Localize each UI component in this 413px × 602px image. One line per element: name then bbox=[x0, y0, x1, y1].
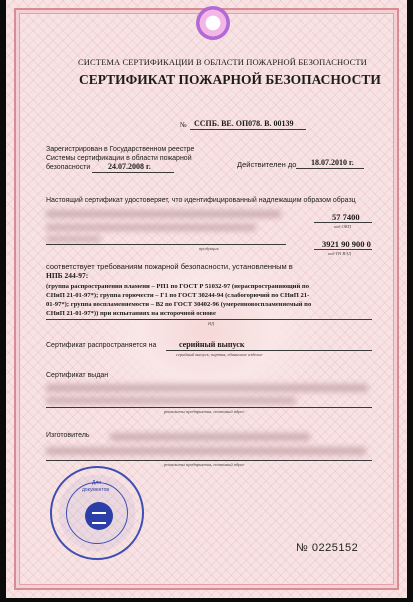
compliance-underline bbox=[46, 319, 372, 320]
certificate-title: СЕРТИФИКАТ ПОЖАРНОЙ БЕЗОПАСНОСТИ bbox=[79, 72, 381, 87]
nd-caption: НД bbox=[208, 321, 215, 326]
tnved-caption: код ТН ВЭД bbox=[328, 251, 351, 256]
scope-label: Сертификат распространяется на bbox=[46, 342, 157, 349]
tnved-underline bbox=[314, 249, 372, 250]
certificate-sheet bbox=[6, 0, 407, 598]
compliance-detail-3: 01-97*); группа воспламеняемости – В2 по ГОСТ 30402-96 (умеренновоспламеняемый по bbox=[46, 301, 312, 308]
okp-caption: код ОКП bbox=[334, 224, 352, 229]
certification-emblem-icon bbox=[196, 6, 230, 40]
redacted-manufacturer-line-2 bbox=[46, 447, 366, 455]
stamp-text-2: документов bbox=[82, 487, 110, 493]
registration-date-underline bbox=[92, 172, 174, 173]
product-underline bbox=[46, 244, 286, 245]
redacted-product-line-3 bbox=[46, 236, 101, 242]
issued-label: Сертификат выдан bbox=[46, 372, 109, 379]
valid-until-date: 18.07.2010 г. bbox=[311, 158, 354, 167]
scope-underline bbox=[166, 350, 372, 351]
certificate-number: ССПБ. BE. ОП078. В. 00139 bbox=[194, 119, 294, 128]
valid-date-underline bbox=[296, 168, 364, 169]
okp-code: 57 7400 bbox=[332, 212, 360, 222]
tnved-code: 3921 90 900 0 bbox=[322, 239, 371, 249]
serial-number: № 0225152 bbox=[296, 542, 359, 554]
number-underline bbox=[190, 129, 306, 130]
compliance-detail-1: (группа распространения пламени – РП1 по ГОСТ Р 51032-97 (нераспространяющий по bbox=[46, 283, 310, 290]
manufacturer-label: Изготовитель bbox=[46, 432, 90, 439]
redacted-manufacturer-line-1 bbox=[110, 433, 310, 441]
redacted-issued-line-1 bbox=[46, 384, 368, 392]
redacted-product-line-2 bbox=[46, 224, 256, 231]
registration-date: 24.07.2008 г. bbox=[108, 162, 151, 171]
issued-caption: реквизиты предприятия, почтовый адрес bbox=[164, 409, 245, 414]
compliance-standard: НПБ 244-97: bbox=[46, 271, 89, 280]
issued-underline bbox=[46, 407, 372, 408]
stamp-logo-icon bbox=[85, 502, 113, 530]
manufacturer-caption: реквизиты предприятия, почтовый адрес bbox=[164, 462, 245, 467]
certification-system-name: СИСТЕМА СЕРТИФИКАЦИИ В ОБЛАСТИ ПОЖАРНОЙ БЕЗОПАСНОСТИ bbox=[78, 57, 367, 67]
official-stamp bbox=[50, 466, 144, 560]
product-caption: продукция bbox=[199, 246, 219, 251]
scope-caption: серийный выпуск, партия, единичное изделие bbox=[176, 352, 263, 357]
compliance-detail-2: СНиП 21-01-97*); группа горючести – Г1 по ГОСТ 30244-94 (слабогорючий по СНиП 21- bbox=[46, 292, 310, 299]
number-prefix: № bbox=[180, 121, 187, 129]
redacted-product-line-1 bbox=[46, 210, 281, 218]
scope-value: серийный выпуск bbox=[179, 340, 245, 349]
intro-text: Настоящий сертификат удостоверяет, что идентифицированный надлежащим образом образц bbox=[46, 197, 356, 204]
stamp-text-1: Для bbox=[92, 480, 102, 486]
registration-line-2: Системы сертификации в области пожарной bbox=[46, 155, 192, 162]
valid-until-label: Действителен до bbox=[237, 160, 297, 169]
manufacturer-underline bbox=[46, 460, 372, 461]
okp-underline bbox=[314, 222, 372, 223]
compliance-line-1: соответствует требованиям пожарной безопасности, установленным в bbox=[46, 262, 293, 271]
compliance-detail-4: СНиП 21-01-97*)) при испытаниях на исторочной основе bbox=[46, 310, 216, 317]
registration-line-1: Зарегистрирован в Государственном реестре bbox=[46, 146, 195, 153]
redacted-issued-line-2 bbox=[46, 397, 296, 404]
registration-line-3: безопасности bbox=[46, 164, 91, 171]
